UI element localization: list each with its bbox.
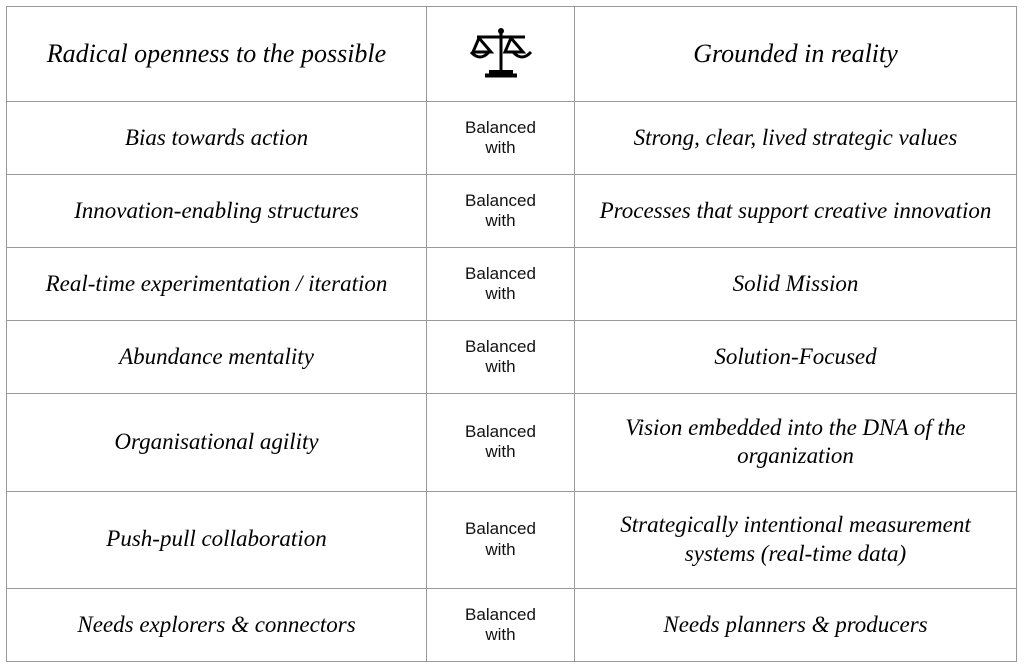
row-left-label: Abundance mentality xyxy=(7,321,427,394)
balanced-with-line-2: with xyxy=(485,357,516,377)
row-middle-label xyxy=(427,175,575,248)
balanced-with-line-2: with xyxy=(485,442,516,462)
row-middle-label xyxy=(427,588,575,661)
table-row xyxy=(7,588,1017,661)
row-right-label: Solid Mission xyxy=(575,248,1017,321)
table-row xyxy=(7,394,1017,491)
row-right-label: Strategically intentional measurement systems (real-time data) xyxy=(575,491,1017,588)
table-row xyxy=(7,175,1017,248)
balanced-with-line-1: Balanced xyxy=(465,336,536,356)
row-middle-label xyxy=(427,248,575,321)
balanced-with-line-1: Balanced xyxy=(465,190,536,210)
balanced-with-line-2: with xyxy=(485,284,516,304)
balanced-with-line-1: Balanced xyxy=(465,604,536,624)
table-row xyxy=(7,248,1017,321)
balanced-with-line-1: Balanced xyxy=(465,263,536,283)
table-row xyxy=(7,102,1017,175)
row-middle-label xyxy=(427,321,575,394)
row-middle-label xyxy=(427,102,575,175)
row-left-label: Push-pull collaboration xyxy=(7,491,427,588)
table-row xyxy=(7,491,1017,588)
table-header-row xyxy=(7,7,1017,102)
header-left-label: Radical openness to the possible xyxy=(7,7,427,102)
row-right-label: Needs planners & producers xyxy=(575,588,1017,661)
balanced-with-line-2: with xyxy=(485,211,516,231)
row-right-label: Processes that support creative innovation xyxy=(575,175,1017,248)
row-left-label: Organisational agility xyxy=(7,394,427,491)
balanced-with-line-1: Balanced xyxy=(465,519,536,539)
balance-table xyxy=(6,6,1017,662)
row-right-label: Strong, clear, lived strategic values xyxy=(575,102,1017,175)
row-right-label: Vision embedded into the DNA of the organization xyxy=(575,394,1017,491)
table-row xyxy=(7,321,1017,394)
row-left-label: Bias towards action xyxy=(7,102,427,175)
balanced-with-line-2: with xyxy=(485,138,516,158)
balanced-with-line-2: with xyxy=(485,539,516,559)
row-right-label: Solution-Focused xyxy=(575,321,1017,394)
row-middle-label xyxy=(427,491,575,588)
row-left-label: Needs explorers & connectors xyxy=(7,588,427,661)
header-right-label: Grounded in reality xyxy=(575,7,1017,102)
row-left-label: Innovation-enabling structures xyxy=(7,175,427,248)
row-middle-label xyxy=(427,394,575,491)
balance-scale-icon xyxy=(427,7,575,102)
balanced-with-line-1: Balanced xyxy=(465,421,536,441)
row-left-label: Real-time experimentation / iteration xyxy=(7,248,427,321)
balanced-with-line-2: with xyxy=(485,624,516,644)
balanced-with-line-1: Balanced xyxy=(465,117,536,137)
